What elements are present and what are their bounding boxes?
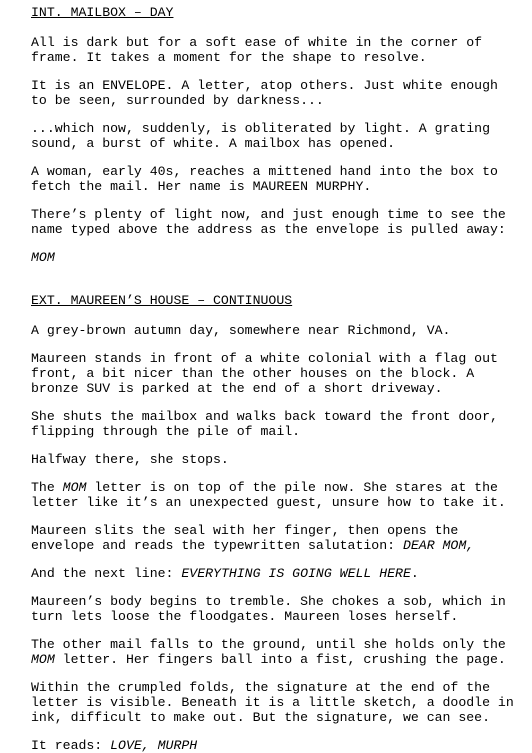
action-shuts-mailbox: She shuts the mailbox and walks back toward the front door, flipping through the pile of mail.	[31, 409, 498, 439]
action-name-typed: There’s plenty of light now, and just enough time to see the name typed above the address as the envelope is pulled away:	[31, 207, 506, 237]
action-mom-letter-top	[31, 480, 522, 510]
emphasis-dear-mom: DEAR MOM,	[402, 538, 475, 553]
scene-heading-ext-house: EXT. MAUREEN’S HOUSE – CONTINUOUS	[31, 293, 293, 308]
emphasis-love-murph: LOVE, MURPH	[110, 738, 198, 753]
insert-mom: MOM	[31, 250, 55, 265]
action-body-trembles: Maureen’s body begins to tremble. She chokes a sob, which in turn lets loose the floodgates. Maureen loses herself.	[31, 594, 506, 624]
text-segment: It reads:	[31, 738, 111, 753]
action-maureen-intro: A woman, early 40s, reaches a mittened hand into the box to fetch the mail. Her name is MAUREEN MURPHY.	[31, 164, 498, 194]
text-segment: .	[410, 566, 419, 581]
text-segment: And the next line:	[31, 566, 182, 581]
action-envelope: It is an ENVELOPE. A letter, atop others. Just white enough to be seen, surrounded by darkness...	[31, 78, 498, 108]
text-segment: The	[31, 480, 63, 495]
action-light-burst: ...which now, suddenly, is obliterated by light. A grating sound, a burst of white. A mailbox has opened.	[31, 121, 490, 151]
text-segment: Maureen slits the seal with her finger, then opens the envelope and reads the typewritten salutation:	[31, 523, 459, 553]
text-segment: letter. Her fingers ball into a fist, crushing the page.	[54, 652, 506, 667]
action-dark-frame: All is dark but for a soft ease of white in the corner of frame. It takes a moment for the shape to resolve.	[31, 35, 483, 65]
action-slits-seal	[31, 523, 522, 553]
action-mail-falls	[31, 637, 522, 667]
action-it-reads	[31, 738, 522, 753]
action-next-line	[31, 566, 522, 581]
emphasis-mom: MOM	[31, 652, 55, 667]
scene-break	[31, 278, 522, 293]
emphasis-mom: MOM	[62, 480, 87, 495]
text-segment: letter is on top of the pile now. She stares at the letter like it’s an unexpected guest, unsure how to take it.	[31, 480, 506, 510]
action-halfway-stops: Halfway there, she stops.	[31, 452, 229, 467]
action-crumpled-folds: Within the crumpled folds, the signature at the end of the letter is visible. Beneath it is a little sketch, a doodle in ink, difficult to make out. But the signature, we can see.	[31, 680, 514, 725]
action-autumn-day: A grey-brown autumn day, somewhere near Richmond, VA.	[31, 323, 451, 338]
text-segment: The other mail falls to the ground, until she holds only the	[31, 637, 506, 652]
action-colonial-house: Maureen stands in front of a white colonial with a flag out front, a bit nicer than the other houses on the block. A bronze SUV is parked at the end of a short driveway.	[31, 351, 498, 396]
scene-heading-int-mailbox: INT. MAILBOX – DAY	[31, 5, 174, 20]
emphasis-everything-well: EVERYTHING IS GOING WELL HERE	[181, 566, 411, 581]
